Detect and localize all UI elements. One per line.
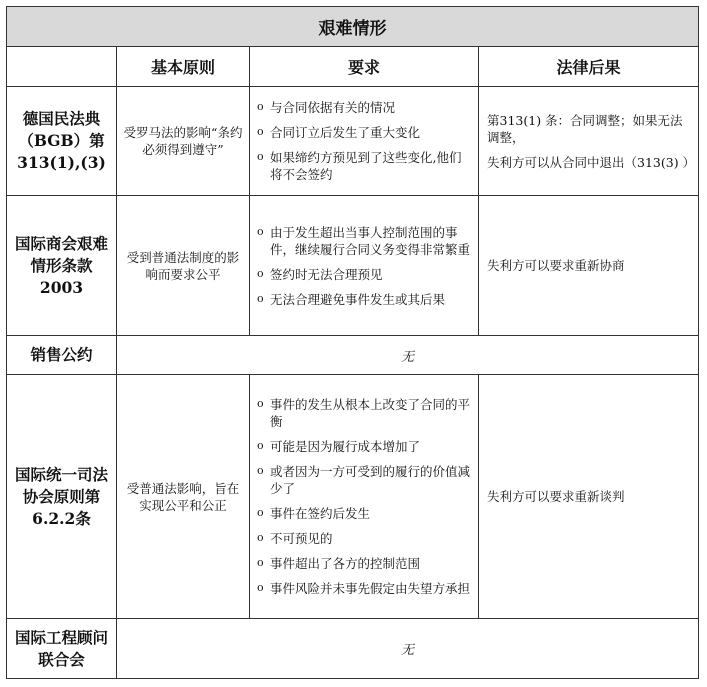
consequence-text: 失利方可以要求重新协商 bbox=[487, 258, 625, 273]
consequence-text: 失利方可以要求重新谈判 bbox=[487, 489, 625, 504]
row-consequence bbox=[479, 87, 699, 196]
list-item: o 可能是因为履行成本增加了 bbox=[256, 438, 472, 455]
consequence-text: 失利方可以从合同中退出（313(3) ） bbox=[487, 154, 696, 170]
list-item: o 无法合理避免事件发生或其后果 bbox=[256, 291, 472, 308]
list-item: o 事件风险并未事先假定由失望方承担 bbox=[256, 580, 472, 597]
table-row bbox=[7, 375, 699, 619]
row-law-name: 国际商会艰难情形条款2003 bbox=[7, 196, 117, 336]
row-requirements bbox=[250, 87, 479, 196]
row-law-name: 国际工程顾问联合会 bbox=[7, 619, 117, 679]
list-item: o 不可预见的 bbox=[256, 530, 472, 547]
list-item: o 由于发生超出当事人控制范围的事件，继续履行合同义务变得非常繁重 bbox=[256, 224, 472, 258]
row-principle: 受普通法影响，旨在实现公平和公正 bbox=[117, 375, 250, 619]
header-consequence: 法律后果 bbox=[479, 47, 699, 87]
row-principle: 受罗马法的影响“条约必须得到遵守” bbox=[117, 87, 250, 196]
header-principle: 基本原则 bbox=[117, 47, 250, 87]
row-law-name: 德国民法典（BGB）第313(1),(3) bbox=[7, 87, 117, 196]
row-none-label: 无 bbox=[117, 619, 699, 679]
row-none-label: 无 bbox=[117, 336, 699, 375]
row-consequence bbox=[479, 196, 699, 336]
row-law-name: 销售公约 bbox=[7, 336, 117, 375]
row-requirements bbox=[250, 375, 479, 619]
hardship-table bbox=[6, 6, 699, 679]
list-item: o 如果缔约方预见到了这些变化,他们将不会签约 bbox=[256, 149, 472, 183]
list-item: o 事件在签约后发生 bbox=[256, 505, 472, 522]
title-row bbox=[7, 7, 699, 47]
table-row bbox=[7, 87, 699, 196]
list-item: o 事件超出了各方的控制范围 bbox=[256, 555, 472, 572]
table-row bbox=[7, 336, 699, 375]
list-item: o 事件的发生从根本上改变了合同的平衡 bbox=[256, 396, 472, 430]
consequence-text: 第313(1) 条：合同调整；如果无法调整， bbox=[487, 112, 683, 145]
header-blank bbox=[7, 47, 117, 87]
table-title: 艰难情形 bbox=[7, 7, 699, 47]
row-consequence bbox=[479, 375, 699, 619]
header-row bbox=[7, 47, 699, 87]
row-law-name: 国际统一司法协会原则第6.2.2条 bbox=[7, 375, 117, 619]
table-row bbox=[7, 619, 699, 679]
table-row bbox=[7, 196, 699, 336]
list-item: o 合同订立后发生了重大变化 bbox=[256, 124, 472, 141]
list-item: o 与合同依据有关的情况 bbox=[256, 99, 472, 116]
list-item: o 签约时无法合理预见 bbox=[256, 266, 472, 283]
row-requirements bbox=[250, 196, 479, 336]
list-item: o 或者因为一方可受到的履行的价值减少了 bbox=[256, 463, 472, 497]
row-principle: 受到普通法制度的影响而要求公平 bbox=[117, 196, 250, 336]
header-requirements: 要求 bbox=[250, 47, 479, 87]
